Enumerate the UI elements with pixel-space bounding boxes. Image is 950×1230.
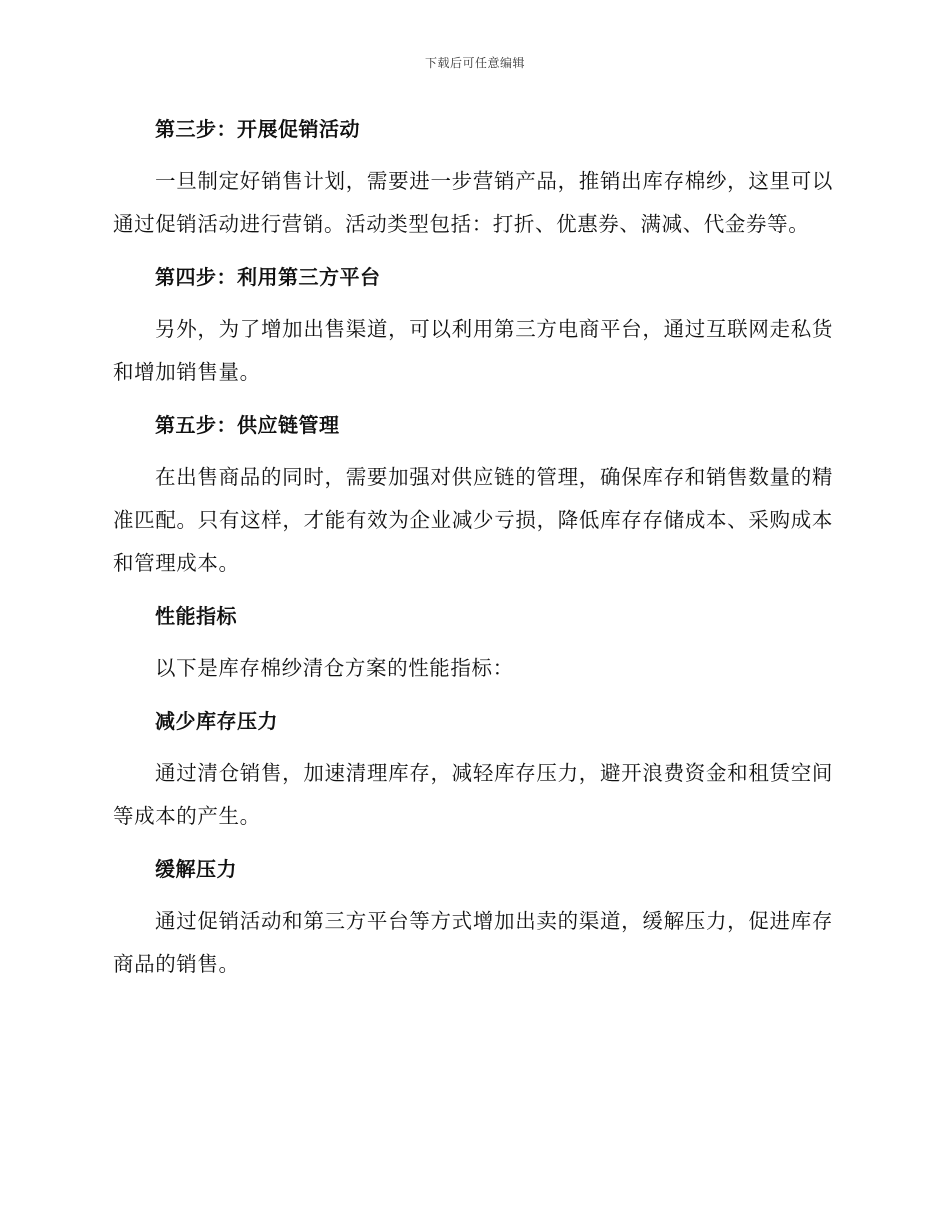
paragraph-step-4: 另外，为了增加出售渠道，可以利用第三方电商平台，通过互联网走私货和增加销售量。	[113, 317, 833, 384]
header-note: 下载后可任意编辑	[424, 56, 525, 70]
paragraph-step-5: 在出售商品的同时，需要加强对供应链的管理，确保库存和销售数量的精准匹配。只有这样，才能有效为企业减少亏损，降低库存存储成本、采购成本和管理成本。	[113, 465, 833, 575]
section-heading-performance: 性能指标	[155, 604, 237, 628]
section-heading-step-3: 第三步：开展促销活动	[155, 117, 360, 141]
paragraph-relieve-pressure: 通过促销活动和第三方平台等方式增加出卖的渠道，缓解压力，促进库存商品的销售。	[113, 909, 833, 976]
section-heading-step-5: 第五步：供应链管理	[155, 413, 340, 437]
document-body	[113, 108, 833, 996]
section-heading-reduce-inventory: 减少库存压力	[155, 709, 278, 733]
paragraph-step-3: 一旦制定好销售计划，需要进一步营销产品，推销出库存棉纱，这里可以通过促销活动进行营销。活动类型包括：打折、优惠券、满减、代金券等。	[113, 169, 833, 236]
section-heading-relieve-pressure: 缓解压力	[155, 857, 237, 881]
paragraph-performance: 以下是库存棉纱清仓方案的性能指标：	[155, 656, 514, 680]
section-heading-step-4: 第四步：利用第三方平台	[155, 265, 381, 289]
paragraph-reduce-inventory: 通过清仓销售，加速清理库存，减轻库存压力，避开浪费资金和租赁空间等成本的产生。	[113, 761, 833, 828]
